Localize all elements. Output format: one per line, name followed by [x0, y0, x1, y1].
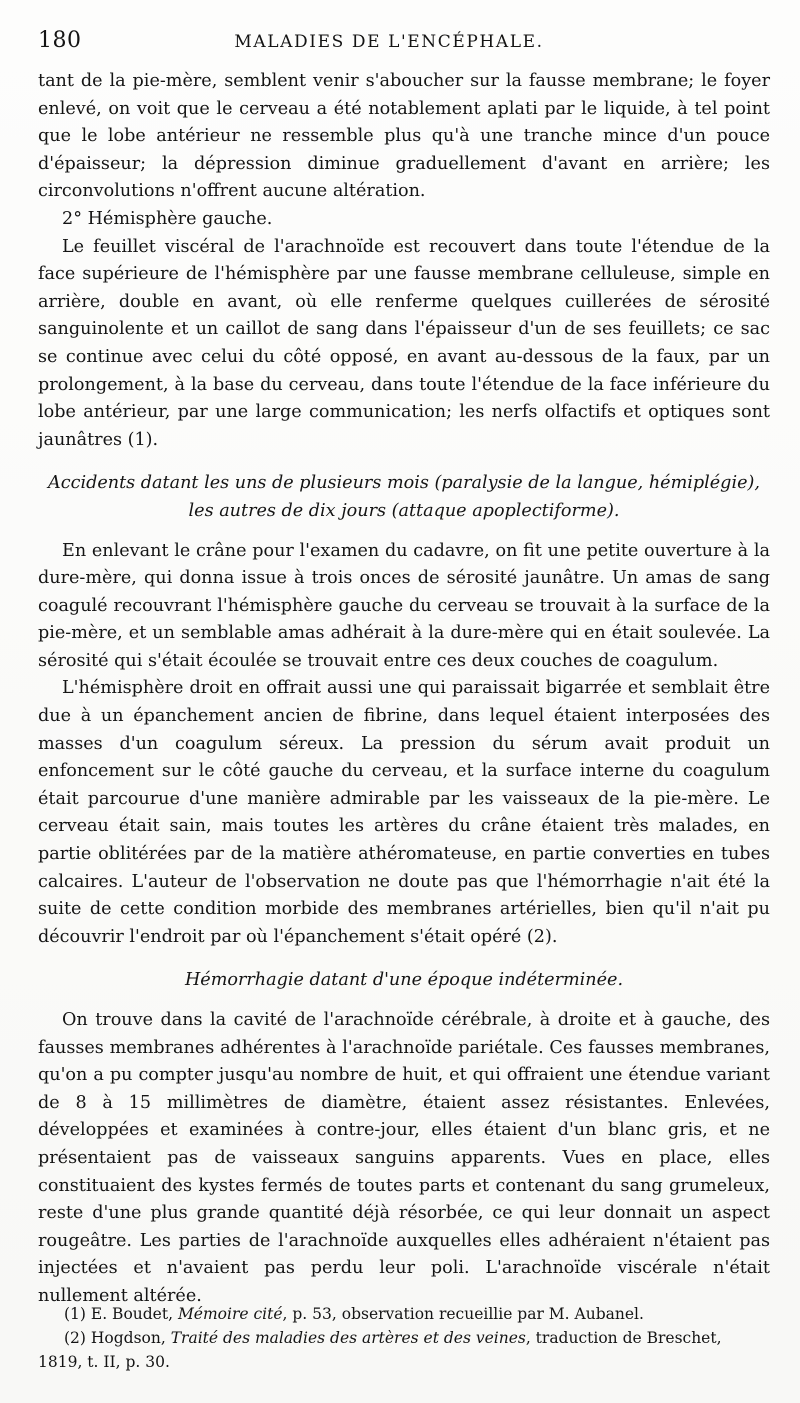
paragraph-autopsy: En enlevant le crâne pour l'examen du cadavre, on fit une petite ouverture à la dure-mère, qui donna issue à trois onces de sérosité jaunâtre. Un amas de sang coagulé recouvrant l'hémisphère gauche du cerveau se trouvait à la surface de la pie-mère, et un semblable amas adhérait à la dure-mère qui en était soulevée. La sérosité qui s'était écoulée se trouvait entre ces deux couches de coagulum.	[38, 540, 770, 671]
footnote-1	[38, 1302, 770, 1326]
running-header	[38, 28, 770, 68]
paragraph-false-membranes: On trouve dans la cavité de l'arachnoïde cérébrale, à droite et à gauche, des fausses membranes adhérentes à l'arachnoïde pariétale. Ces fausses membranes, qu'on a pu compter jusqu'au nombre de huit, et qui offraient une étendue variant de 8 à 15 millimètres de diamètre, étaient assez résistantes. Enlevées, développées et examinées à contre-jour, elles étaient d'un blanc gris, et ne présentaient pas de vaisseaux sanguins apparents. Vues en place, elles constituaient des kystes fermés de toutes parts et contenant du sang grumeleux, reste d'une plus grande quantité déjà résorbée, ce qui leur donnait un aspect rougeâtre. Les parties de l'arachnoïde auxquelles elles adhéraient n'étaient pas injectées et n'avaient pas perdu leur poli. L'arachnoïde viscérale n'était nullement altérée.	[38, 1010, 770, 1306]
section-heading-line-1: Accidents datant les uns de plusieurs mois (paralysie de la langue, hémiplégie),	[48, 473, 760, 494]
footnote-1-rest: , p. 53, observation recueillie par M. Aubanel.	[282, 1305, 644, 1323]
section-heading-line-2: les autres de dix jours (attaque apoplectiforme).	[188, 500, 620, 521]
paragraph-continuation: tant de la pie-mère, semblent venir s'aboucher sur la fausse membrane; le foyer enlevé, on voit que le cerveau a été notablement aplati par le liquide, à tel point que le lobe antérieur ne ressemble plus qu'à une tranche mince d'un pouce d'épaisseur; la dépression diminue graduellement d'avant en arrière; les circonvolutions n'offrent aucune altération.	[38, 71, 770, 202]
subheading-left-hemisphere: 2° Hémisphère gauche.	[62, 208, 273, 229]
page-number: 180	[38, 28, 82, 53]
paragraph-right-hemisphere: L'hémisphère droit en offrait aussi une qui paraissait bigarrée et semblait être due à un épanchement ancien de fibrine, dans lequel étaient interposées des masses d'un coagulum séreux. La pression du sérum avait produit un enfoncement sur le côté gauche du cerveau, et la surface interne du coagulum était parcourue d'une manière admirable par les vaisseaux de la pie-mère. Le cerveau était sain, mais toutes les artères du crâne étaient très malades, en partie oblitérées par de la matière athéromateuse, en partie converties en tubes calcaires. L'auteur de l'observation ne doute pas que l'hémorrhagie n'ait été la suite de cette condition morbide des membranes artérielles, bien qu'il n'ait pu découvrir l'endroit par où l'épanchement s'était opéré (2).	[38, 678, 770, 947]
footnotes	[38, 1302, 770, 1374]
paragraph-arachnoid: Le feuillet viscéral de l'arachnoïde est recouvert dans toute l'étendue de la face supérieure de l'hémisphère par une fausse membrane celluleuse, simple en arrière, double en avant, où elle renferme quelques cuillerées de sérosité sanguinolente et un caillot de sang dans l'épaisseur d'un de ses feuillets; ce sac se continue avec celui du côté opposé, en avant au-dessous de la faux, par un prolongement, à la base du cerveau, dans toute l'étendue de la face inférieure du lobe antérieur, par une large communication; les nerfs olfactifs et optiques sont jaunâtres (1).	[38, 236, 770, 450]
footnote-2	[38, 1326, 770, 1374]
section-heading-accidents	[38, 470, 770, 525]
footnote-1-title: Mémoire cité	[177, 1305, 283, 1323]
footnote-1-author: (1) E. Boudet,	[64, 1305, 178, 1323]
footnote-2-rest: , traduction de Breschet, 1819, t. II, p. 30.	[38, 1329, 722, 1371]
body-text	[38, 68, 770, 1311]
section-heading-hemorrhage	[38, 967, 770, 995]
section-heading-hemorrhage-text: Hémorrhagie datant d'une époque indéterminée.	[184, 970, 624, 991]
footnote-2-author: (2) Hogdson,	[64, 1329, 171, 1347]
footnote-2-title: Traité des maladies des artères et des veines	[170, 1329, 526, 1347]
running-title: MALADIES DE L'ENCÉPHALE.	[234, 32, 544, 52]
